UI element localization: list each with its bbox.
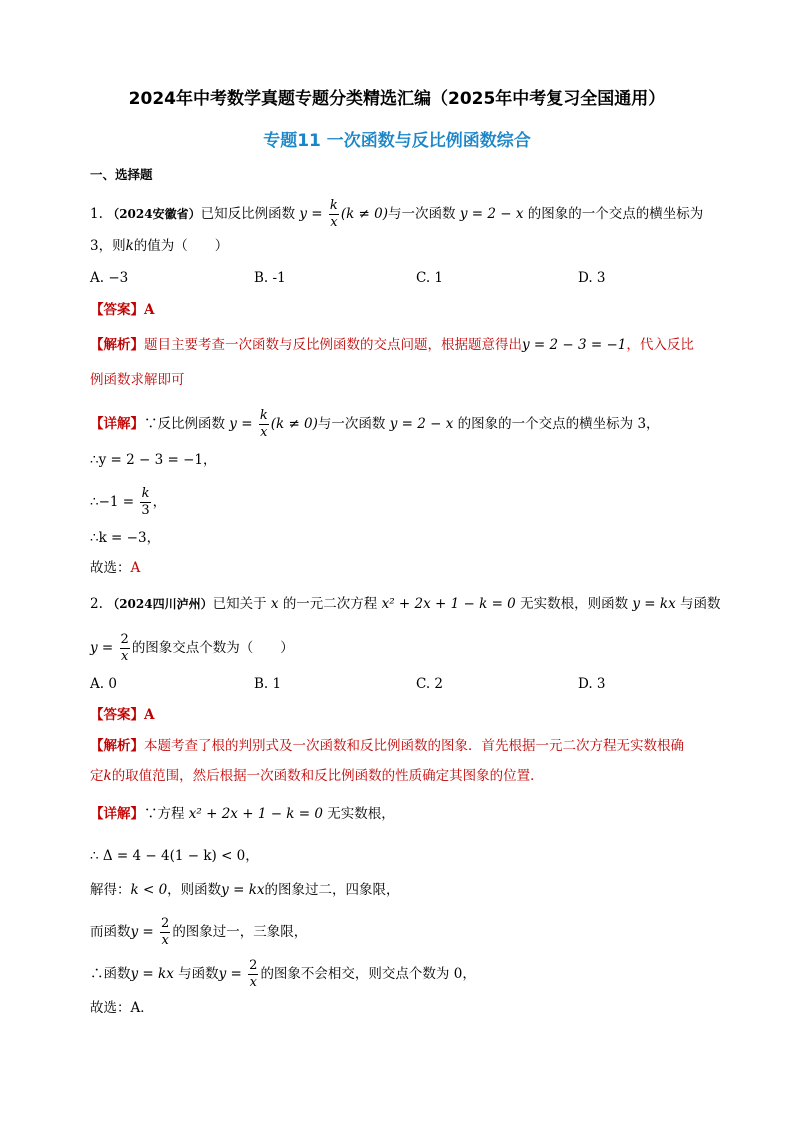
q2-number: 2. <box>90 596 103 612</box>
q1-option-d: D. 3 <box>578 270 606 286</box>
q2-step4: ∴函数y = kx 与函数y = $\frac{2}{x}$ 的图象不会相交，则交点个数为 0， <box>90 958 476 990</box>
q2-answer: 【答案】A <box>90 707 155 723</box>
q1-option-a: A. −3 <box>90 270 129 286</box>
q1-choice: 故选：A <box>90 560 141 576</box>
q1-source: （2024安徽省） <box>107 207 201 221</box>
q1-answer: 【答案】A <box>90 302 155 318</box>
q2-option-a: A. 0 <box>90 676 117 692</box>
q2-analysis-line2: 定k的取值范围，然后根据一次函数和反比例函数的性质确定其图象的位置． <box>90 768 544 784</box>
q2-detail-line1: 【详解】∵方程 x² + 2x + 1 − k = 0 无实数根， <box>90 806 395 822</box>
section-label: 一、选择题 <box>90 167 153 182</box>
q1-stem-line2: 3，则k的值为（ ） <box>90 238 229 254</box>
q1-number: 1. <box>90 206 103 222</box>
q2-option-b: B. 1 <box>254 676 282 692</box>
q1-step3: ∴k = −3， <box>90 530 161 546</box>
q1-option-c: C. 1 <box>416 270 444 286</box>
q1-step2: ∴−1 = $\frac{k}{3}$ ， <box>90 486 167 518</box>
q1-detail-line1: 【详解】∵反比例函数 y = $\frac{k}{x}$ (k ≠ 0)与一次函数 y = 2 − x 的图象的一个交点的横坐标为 3， <box>90 408 660 440</box>
q2-choice: 故选：A． <box>90 1000 154 1016</box>
q1-fraction: $\frac{k}{x}$ <box>329 198 338 230</box>
q2-step1: ∴ Δ = 4 − 4(1 − k) < 0， <box>90 848 259 864</box>
topic-title: 专题11 一次函数与反比例函数综合 <box>263 131 531 151</box>
q1-stem-line1: 1. （2024安徽省）已知反比例函数 y = $\frac{k}{x}$ (k ≠ 0)与一次函数 y = 2 − x 的图象的一个交点的横坐标为 <box>90 198 704 230</box>
document-title: 2024年中考数学真题专题分类精选汇编（2025年中考复习全国通用） <box>128 89 666 109</box>
q2-options <box>90 674 690 694</box>
q2-option-c: C. 2 <box>416 676 444 692</box>
q2-analysis-line1: 【解析】本题考查了根的判别式及一次函数和反比例函数的图象．首先根据一元二次方程无实数根确 <box>90 738 684 754</box>
q2-fraction: $\frac{2}{x}$ <box>120 632 129 664</box>
q2-stem-line1: 2. （2024四川泸州）已知关于 x 的一元二次方程 x² + 2x + 1 − k = 0 无实数根，则函数 y = kx 与函数 <box>90 596 721 612</box>
q2-stem-line2: y = $\frac{2}{x}$ 的图象交点个数为（ ） <box>90 632 294 664</box>
q1-option-b: B. -1 <box>254 270 286 286</box>
q1-analysis-line1: 【解析】题目主要考查一次函数与反比例函数的交点问题，根据题意得出y = 2 − 3 = −1，代入反比 <box>90 337 694 353</box>
q1-options <box>90 268 690 288</box>
q1-analysis-line2: 例函数求解即可 <box>90 372 185 388</box>
q2-source: （2024四川泸州） <box>107 597 213 611</box>
q1-step1: ∴y = 2 − 3 = −1， <box>90 452 217 468</box>
q2-step2: 解得：k < 0，则函数y = kx的图象过二，四象限， <box>90 882 400 898</box>
q2-step3: 而函数y = $\frac{2}{x}$ 的图象过一，三象限， <box>90 916 308 948</box>
q2-option-d: D. 3 <box>578 676 606 692</box>
